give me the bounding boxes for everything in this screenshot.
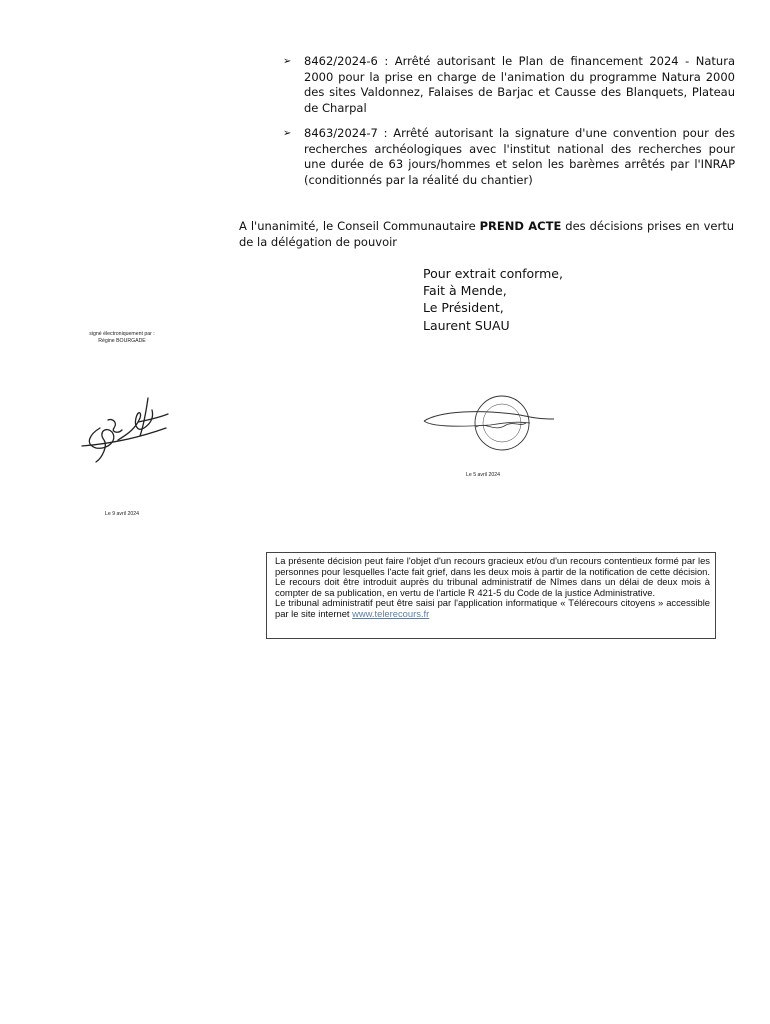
closing-line-extract: Pour extrait conforme, <box>423 266 563 281</box>
signature-date-left: Le 9 avril 2024 <box>104 511 140 517</box>
electronic-signature-caption <box>72 331 172 344</box>
signed-by-label: signé électroniquement par : <box>89 331 155 337</box>
arrow-bullet-icon: ➢ <box>283 56 292 67</box>
official-stamp-and-signature <box>420 393 560 453</box>
telerecours-link[interactable]: www.telerecours.fr <box>352 607 430 619</box>
arrow-bullet-icon: ➢ <box>283 128 292 139</box>
closing-block <box>423 265 563 334</box>
signed-by-name: Régine BOURGADE <box>98 337 146 344</box>
decision-text: 8462/2024-6 : Arrêté autorisant le Plan de financement 2024 - Natura 2000 pour la prise en charge de l'animation du programme Natura 2000 des sites Valdonnez, Falaises de Barjac et Causse des Blanquets, Plateau de Charpal <box>304 54 735 115</box>
notice-telerecours-text: Le tribunal administratif peut être saisi par l'application informatique « Télérecours citoyens » accessible par le site internet <box>275 597 710 619</box>
conclusion-after: des décisions prises en vertu de la délégation de pouvoir <box>239 219 735 249</box>
decision-item-8463 <box>283 126 735 188</box>
notice-paragraph-telerecours <box>275 598 710 619</box>
closing-line-role: Le Président, <box>423 300 504 316</box>
decision-text: 8463/2024-7 : Arrêté autorisant la signature d'une convention pour des recherches archéologiques avec l'institut national des recherches pour une durée de 63 jours/hommes et selon les barèmes arrêtés par l'INRAP (conditionnés par la réalité du chantier) <box>304 126 735 187</box>
council-conclusion <box>239 219 734 250</box>
closing-line-place: Fait à Mende, <box>423 283 507 299</box>
notice-paragraph-recourse: La présente décision peut faire l'objet d'un recours gracieux et/ou d'un recours contentieux formé par les personnes pour lesquelles l'acte fait grief, dans les deux mois à partir de la notification de cette décision. Le recours doit être introduit auprès du tribunal administratif de Nîmes dans un délai de deux mois à compter de sa publication, en vertu de l'article R 421-5 du Code de la justice Administrative. <box>275 555 710 598</box>
signature-date-right: Le 5 avril 2024 <box>465 472 501 478</box>
decision-item-8462 <box>283 54 735 116</box>
closing-line-name: Laurent SUAU <box>423 317 510 333</box>
handwritten-signature-left <box>78 388 172 468</box>
conclusion-bold: PREND ACTE <box>479 219 562 233</box>
legal-recourse-notice <box>266 552 716 639</box>
conclusion-before: A l'unanimité, le Conseil Communautaire <box>239 219 480 233</box>
